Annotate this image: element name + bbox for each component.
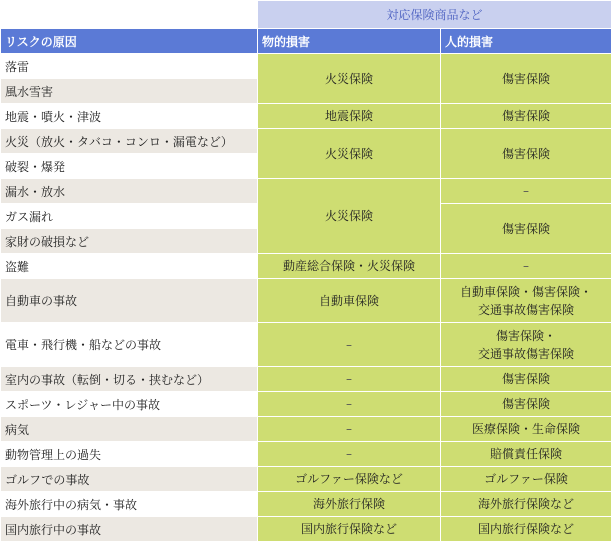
property-insurance-cell: 動産総合保険・火災保険	[258, 254, 441, 279]
personal-insurance-line: 傷害保険・	[496, 328, 557, 343]
risk-cause-cell: 火災（放火・タバコ・コンロ・漏電など）	[1, 129, 258, 154]
property-insurance-cell: –	[258, 417, 441, 442]
header-property-damage: 物的損害	[258, 29, 441, 54]
table-row	[1, 517, 611, 542]
risk-cause-cell: ゴルフでの事故	[1, 467, 258, 492]
personal-insurance-cell: 傷害保険	[441, 204, 611, 254]
risk-cause-cell: 破裂・爆発	[1, 154, 258, 179]
blank-corner-cell	[1, 1, 258, 29]
personal-insurance-cell: 医療保険・生命保険	[441, 417, 611, 442]
risk-cause-cell: スポーツ・レジャー中の事故	[1, 392, 258, 417]
personal-insurance-cell: 国内旅行保険など	[441, 517, 611, 542]
personal-insurance-cell: –	[441, 179, 611, 204]
personal-insurance-cell: 傷害保険	[441, 367, 611, 392]
risk-cause-cell: 落雷	[1, 54, 258, 79]
insurance-group-header: 対応保険商品など	[258, 1, 611, 29]
property-insurance-cell: –	[258, 442, 441, 467]
table-row	[1, 179, 611, 204]
property-insurance-cell: –	[258, 367, 441, 392]
table-row	[1, 417, 611, 442]
table-row	[1, 492, 611, 517]
property-insurance-cell: 火災保険	[258, 129, 441, 179]
property-insurance-cell: 火災保険	[258, 54, 441, 104]
table-row	[1, 104, 611, 129]
property-insurance-cell: 国内旅行保険など	[258, 517, 441, 542]
personal-insurance-cell: 傷害保険	[441, 104, 611, 129]
risk-cause-cell: 室内の事故（転倒・切る・挟むなど）	[1, 367, 258, 392]
personal-insurance-cell: 海外旅行保険など	[441, 492, 611, 517]
risk-cause-cell: 海外旅行中の病気・事故	[1, 492, 258, 517]
personal-insurance-cell	[441, 279, 611, 323]
column-header-row	[1, 29, 611, 54]
table-row	[1, 54, 611, 79]
risk-cause-cell: 盗難	[1, 254, 258, 279]
property-insurance-cell: 自動車保険	[258, 279, 441, 323]
table-row	[1, 442, 611, 467]
risk-cause-cell: 地震・噴火・津波	[1, 104, 258, 129]
risk-cause-cell: 動物管理上の過失	[1, 442, 258, 467]
personal-insurance-cell: 傷害保険	[441, 392, 611, 417]
property-insurance-cell: –	[258, 392, 441, 417]
group-header-row	[1, 1, 611, 29]
table-row	[1, 129, 611, 154]
personal-insurance-cell: –	[441, 254, 611, 279]
table-row	[1, 254, 611, 279]
header-personal-damage: 人的損害	[441, 29, 611, 54]
property-insurance-cell: 地震保険	[258, 104, 441, 129]
table-row	[1, 467, 611, 492]
risk-cause-cell: 国内旅行中の事故	[1, 517, 258, 542]
risk-cause-cell: ガス漏れ	[1, 204, 258, 229]
table-row	[1, 367, 611, 392]
personal-insurance-line: 交通事故傷害保険	[478, 302, 575, 317]
personal-insurance-cell	[441, 323, 611, 367]
table-row	[1, 323, 611, 367]
personal-insurance-line: 交通事故傷害保険	[478, 346, 575, 361]
property-insurance-cell: –	[258, 323, 441, 367]
risk-cause-cell: 風水雪害	[1, 79, 258, 104]
property-insurance-cell: 火災保険	[258, 179, 441, 254]
personal-insurance-cell: 傷害保険	[441, 129, 611, 179]
table-row	[1, 279, 611, 323]
property-insurance-cell: ゴルファー保険など	[258, 467, 441, 492]
personal-insurance-cell: 賠償責任保険	[441, 442, 611, 467]
risk-cause-cell: 電車・飛行機・船などの事故	[1, 323, 258, 367]
table-row	[1, 392, 611, 417]
risk-cause-cell: 病気	[1, 417, 258, 442]
risk-cause-cell: 漏水・放水	[1, 179, 258, 204]
risk-cause-cell: 自動車の事故	[1, 279, 258, 323]
personal-insurance-cell: ゴルファー保険	[441, 467, 611, 492]
risk-cause-cell: 家財の破損など	[1, 229, 258, 254]
header-risk-cause: リスクの原因	[1, 29, 258, 54]
personal-insurance-cell: 傷害保険	[441, 54, 611, 104]
personal-insurance-line: 自動車保険・傷害保険・	[460, 284, 593, 299]
property-insurance-cell: 海外旅行保険	[258, 492, 441, 517]
